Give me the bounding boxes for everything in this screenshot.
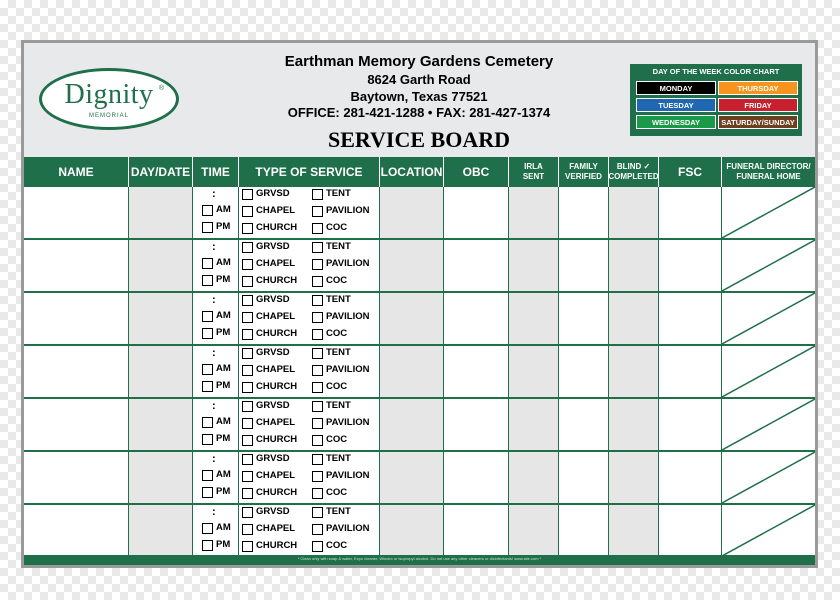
service-row [24,452,815,505]
type-church-checkbox[interactable] [242,488,253,499]
row-cell-7[interactable] [559,240,609,291]
type-grvsd-label: GRVSD [256,453,290,464]
row-cell-10[interactable] [722,505,815,556]
am-label: AM [216,416,231,427]
type-grvsd-checkbox[interactable] [242,401,253,412]
row-cell-4[interactable] [380,187,444,238]
color-chart-title: DAY OF THE WEEK COLOR CHART [652,67,780,76]
type-coc-label: COC [326,275,348,286]
director-diagonal [722,452,815,503]
type-church-checkbox[interactable] [242,329,253,340]
type-chapel-checkbox[interactable] [242,259,253,270]
row-cell-6[interactable] [509,505,559,556]
row-cell-4[interactable] [380,505,444,556]
type-tent-label: TENT [326,294,351,305]
row-cell-5[interactable] [444,505,509,556]
time-colon: : [212,453,216,465]
type-pavilion-label: PAVILION [326,523,370,534]
row-cell-7[interactable] [559,346,609,397]
pm-checkbox[interactable] [202,222,213,233]
type-pavilion-label: PAVILION [326,417,370,428]
cemetery-name: Earthman Memory Gardens Cemetery [284,53,554,70]
type-pavilion-label: PAVILION [326,311,370,322]
row-cell-5[interactable] [444,452,509,503]
director-diagonal [722,505,815,556]
type-church-label: CHURCH [256,381,298,392]
row-cell-6[interactable] [509,452,559,503]
type-pavilion-checkbox[interactable] [312,524,323,535]
type-grvsd-checkbox[interactable] [242,295,253,306]
color-chart-thursday: THURSDAY [718,81,798,95]
type-church-checkbox[interactable] [242,541,253,552]
type-grvsd-label: GRVSD [256,188,290,199]
row-cell-9[interactable] [659,293,722,344]
color-chart-wednesday: WEDNESDAY [636,115,716,129]
director-diagonal [722,187,815,238]
row-cell-8[interactable] [609,399,659,450]
type-pavilion-label: PAVILION [326,258,370,269]
day-color-chart [630,64,802,136]
type-coc-label: COC [326,487,348,498]
pm-checkbox[interactable] [202,487,213,498]
type-grvsd-checkbox[interactable] [242,242,253,253]
pm-label: PM [216,221,231,232]
am-checkbox[interactable] [202,311,213,322]
city-state-zip: Baytown, Texas 77521 [350,89,488,104]
type-church-checkbox[interactable] [242,223,253,234]
pm-checkbox[interactable] [202,275,213,286]
pm-label: PM [216,380,231,391]
type-tent-checkbox[interactable] [312,242,323,253]
type-pavilion-checkbox[interactable] [312,418,323,429]
type-chapel-checkbox[interactable] [242,524,253,535]
am-label: AM [216,522,231,533]
am-checkbox[interactable] [202,417,213,428]
type-chapel-label: CHAPEL [256,417,296,428]
type-chapel-label: CHAPEL [256,205,296,216]
pm-checkbox[interactable] [202,434,213,445]
type-chapel-label: CHAPEL [256,258,296,269]
type-grvsd-label: GRVSD [256,294,290,305]
type-coc-checkbox[interactable] [312,223,323,234]
row-cell-4[interactable] [380,452,444,503]
row-cell-0[interactable] [24,452,129,503]
row-cell-0[interactable] [24,505,129,556]
type-church-checkbox[interactable] [242,435,253,446]
type-church-label: CHURCH [256,540,298,551]
row-cell-7[interactable] [559,505,609,556]
row-cell-8[interactable] [609,187,659,238]
type-grvsd-label: GRVSD [256,241,290,252]
type-tent-checkbox[interactable] [312,507,323,518]
row-cell-6[interactable] [509,240,559,291]
row-cell-0[interactable] [24,399,129,450]
color-chart-monday: MONDAY [636,81,716,95]
service-row [24,505,815,558]
type-coc-checkbox[interactable] [312,541,323,552]
row-cell-4[interactable] [380,293,444,344]
type-coc-checkbox[interactable] [312,276,323,287]
type-pavilion-checkbox[interactable] [312,471,323,482]
service-row [24,399,815,452]
pm-checkbox[interactable] [202,381,213,392]
type-grvsd-label: GRVSD [256,347,290,358]
row-cell-8[interactable] [609,293,659,344]
time-colon: : [212,188,216,200]
type-coc-checkbox[interactable] [312,329,323,340]
row-cell-1[interactable] [129,187,193,238]
type-church-label: CHURCH [256,434,298,445]
type-chapel-checkbox[interactable] [242,418,253,429]
board-footer [24,555,815,565]
pm-label: PM [216,274,231,285]
type-pavilion-checkbox[interactable] [312,365,323,376]
type-grvsd-checkbox[interactable] [242,507,253,518]
column-header-10: FUNERAL DIRECTOR/ FUNERAL HOME [726,162,811,181]
time-colon: : [212,506,216,518]
row-cell-8[interactable] [609,505,659,556]
type-chapel-checkbox[interactable] [242,206,253,217]
color-chart-friday: FRIDAY [718,98,798,112]
type-coc-checkbox[interactable] [312,382,323,393]
row-cell-8[interactable] [609,240,659,291]
row-cell-6[interactable] [509,187,559,238]
type-chapel-label: CHAPEL [256,364,296,375]
pm-label: PM [216,433,231,444]
row-cell-4[interactable] [380,346,444,397]
type-tent-checkbox[interactable] [312,189,323,200]
type-grvsd-checkbox[interactable] [242,454,253,465]
am-label: AM [216,257,231,268]
phone-fax: OFFICE: 281-421-1288 • FAX: 281-427-1374 [287,105,551,120]
type-chapel-label: CHAPEL [256,523,296,534]
am-checkbox[interactable] [202,364,213,375]
row-cell-6[interactable] [509,293,559,344]
row-cell-5[interactable] [444,293,509,344]
type-pavilion-checkbox[interactable] [312,312,323,323]
type-tent-label: TENT [326,506,351,517]
type-tent-checkbox[interactable] [312,295,323,306]
row-cell-9[interactable] [659,187,722,238]
row-cell-5[interactable] [444,187,509,238]
am-label: AM [216,204,231,215]
type-chapel-label: CHAPEL [256,311,296,322]
director-diagonal [722,293,815,344]
column-header-7: FAMILY VERIFIED [559,157,609,187]
row-cell-0[interactable] [24,293,129,344]
column-header-3: TYPE OF SERVICE [239,157,380,187]
type-church-checkbox[interactable] [242,276,253,287]
service-row [24,293,815,346]
logo-word: Dignity [64,79,154,110]
footer-note: * Clean only with soap & water, Expo cleaner, Windex or isopropyl alcohol. Do not use any other cleaners or disinfectants! www.site.com * [297,556,542,561]
pm-label: PM [216,327,231,338]
type-tent-label: TENT [326,188,351,199]
color-chart-saturday-sunday: SATURDAY/SUNDAY [718,115,798,129]
row-cell-10[interactable] [722,452,815,503]
type-tent-checkbox[interactable] [312,348,323,359]
row-cell-9[interactable] [659,240,722,291]
time-colon: : [212,294,216,306]
column-header-1: DAY/DATE [129,157,193,187]
column-header-9: FSC [659,157,722,187]
type-tent-label: TENT [326,241,351,252]
type-grvsd-checkbox[interactable] [242,348,253,359]
row-cell-1[interactable] [129,293,193,344]
type-grvsd-label: GRVSD [256,506,290,517]
time-colon: : [212,241,216,253]
service-row [24,187,815,240]
service-row [24,346,815,399]
type-coc-label: COC [326,328,348,339]
row-cell-1[interactable] [129,346,193,397]
row-cell-10[interactable] [722,240,815,291]
type-coc-label: COC [326,381,348,392]
row-cell-10[interactable] [722,293,815,344]
pm-label: PM [216,539,231,550]
row-cell-4[interactable] [380,240,444,291]
type-coc-checkbox[interactable] [312,488,323,499]
director-diagonal [722,399,815,450]
row-cell-9[interactable] [659,505,722,556]
director-diagonal [722,346,815,397]
type-church-checkbox[interactable] [242,382,253,393]
row-cell-9[interactable] [659,346,722,397]
row-cell-6[interactable] [509,346,559,397]
row-cell-1[interactable] [129,505,193,556]
column-header-6: IRLA SENT [509,157,559,187]
pm-label: PM [216,486,231,497]
row-cell-5[interactable] [444,346,509,397]
type-coc-label: COC [326,540,348,551]
type-coc-checkbox[interactable] [312,435,323,446]
type-tent-checkbox[interactable] [312,401,323,412]
am-label: AM [216,363,231,374]
pm-checkbox[interactable] [202,540,213,551]
type-chapel-label: CHAPEL [256,470,296,481]
type-tent-label: TENT [326,453,351,464]
column-header-2: TIME [193,157,239,187]
row-cell-0[interactable] [24,187,129,238]
am-label: AM [216,469,231,480]
row-cell-5[interactable] [444,399,509,450]
type-pavilion-checkbox[interactable] [312,206,323,217]
row-cell-10[interactable] [722,399,815,450]
table-header [24,157,815,187]
row-cell-0[interactable] [24,240,129,291]
row-cell-7[interactable] [559,452,609,503]
row-cell-0[interactable] [24,346,129,397]
type-pavilion-label: PAVILION [326,364,370,375]
row-cell-10[interactable] [722,187,815,238]
type-church-label: CHURCH [256,487,298,498]
type-church-label: CHURCH [256,275,298,286]
am-checkbox[interactable] [202,205,213,216]
service-board [21,40,818,568]
dignity-logo [39,68,179,130]
time-colon: : [212,347,216,359]
street-address: 8624 Garth Road [367,72,471,87]
type-tent-label: TENT [326,347,351,358]
am-checkbox[interactable] [202,258,213,269]
type-chapel-checkbox[interactable] [242,471,253,482]
type-church-label: CHURCH [256,328,298,339]
row-cell-4[interactable] [380,399,444,450]
service-row [24,240,815,293]
type-chapel-checkbox[interactable] [242,312,253,323]
row-cell-10[interactable] [722,346,815,397]
type-pavilion-checkbox[interactable] [312,259,323,270]
row-cell-7[interactable] [559,399,609,450]
board-header [24,43,815,157]
row-cell-9[interactable] [659,399,722,450]
row-cell-8[interactable] [609,346,659,397]
type-church-label: CHURCH [256,222,298,233]
director-diagonal [722,240,815,291]
type-pavilion-label: PAVILION [326,470,370,481]
type-pavilion-label: PAVILION [326,205,370,216]
type-coc-label: COC [326,434,348,445]
logo-registered-mark: ® [158,85,164,92]
am-label: AM [216,310,231,321]
color-chart-tuesday: TUESDAY [636,98,716,112]
am-checkbox[interactable] [202,523,213,534]
column-header-0: NAME [24,157,129,187]
row-cell-1[interactable] [129,452,193,503]
type-tent-label: TENT [326,400,351,411]
time-colon: : [212,400,216,412]
row-cell-6[interactable] [509,399,559,450]
column-header-8: BLIND ✓ COMPLETED [609,157,659,187]
type-grvsd-label: GRVSD [256,400,290,411]
type-tent-checkbox[interactable] [312,454,323,465]
row-cell-7[interactable] [559,187,609,238]
column-header-4: LOCATION [380,157,444,187]
column-header-5: OBC [444,157,509,187]
type-chapel-checkbox[interactable] [242,365,253,376]
type-coc-label: COC [326,222,348,233]
type-grvsd-checkbox[interactable] [242,189,253,200]
row-cell-7[interactable] [559,293,609,344]
pm-checkbox[interactable] [202,328,213,339]
row-cell-1[interactable] [129,399,193,450]
logo-subtitle: MEMORIAL [88,113,129,119]
row-cell-9[interactable] [659,452,722,503]
am-checkbox[interactable] [202,470,213,481]
row-cell-1[interactable] [129,240,193,291]
row-cell-8[interactable] [609,452,659,503]
board-title: SERVICE BOARD [328,127,510,152]
row-cell-5[interactable] [444,240,509,291]
